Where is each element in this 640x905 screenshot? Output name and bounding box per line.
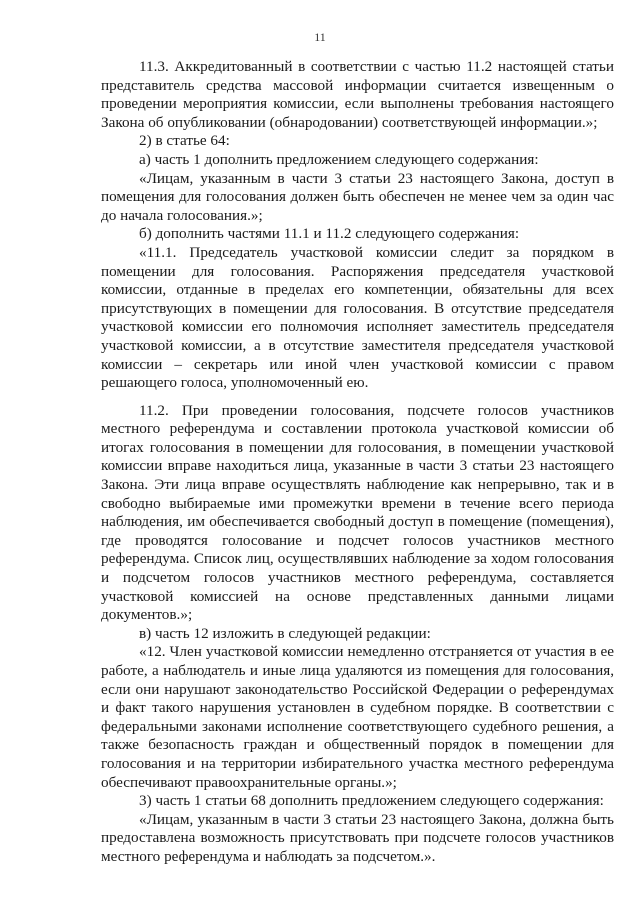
- paragraph-quote-count: «Лицам, указанным в части 3 статьи 23 настоящего Закона, должна быть предоставлена возможность присутствовать при подсчете голосов участников местного референдума и наблюдать за подсчетом.».: [101, 810, 614, 865]
- paragraph-article-68: 3) часть 1 статьи 68 дополнить предложением следующего содержания:: [139, 792, 604, 810]
- page-number: 11: [314, 30, 326, 44]
- paragraph-quote-access: «Лицам, указанным в части 3 статьи 23 настоящего Закона, доступ в помещения для голосования должен быть обеспечен не менее чем за один час до начала голосования.»;: [101, 169, 614, 224]
- paragraph-item-b: б) дополнить частями 11.1 и 11.2 следующего содержания:: [139, 225, 520, 243]
- paragraph-item-v: в) часть 12 изложить в следующей редакции:: [139, 624, 431, 642]
- paragraph-11-1: «11.1. Председатель участковой комиссии следит за порядком в помещении для голосования. Распоряжения председателя участковой комиссии, отданные в пределах его компетенции, обязательны для всех присутствующих в помещении для голосования. В отсутствие председателя участковой комиссии его полномочия исполняет заместитель председателя участковой комиссии, а в отсутствие заместителя председателя участковой комиссии – секретарь или иной член участковой комиссии с правом решающего голоса, уполномоченный ею.: [101, 243, 614, 392]
- paragraph-11-2: 11.2. При проведении голосования, подсчете голосов участников местного референдума и составлении протокола участковой комиссии об итогах голосования в помещении для голосования, в помещении участковой комиссии вправе находиться лица, указанные в части 3 статьи 23 настоящего Закона. Эти лица вправе осуществлять наблюдение как непрерывно, так и в свободно выбираемые ими промежутки времени в течение всего периода наблюдения, им обеспечивается свободный доступ в помещение (помещения), где проводятся голосование и подсчет голосов участников местного референдума. Список лиц, осуществлявших наблюдение за ходом голосования и подсчетом голосов участников местного референдума, составляется участковой комиссией на основе представленных данными лицами документов.»;: [101, 401, 614, 624]
- paragraph-11-3: 11.3. Аккредитованный в соответствии с частью 11.2 настоящей статьи представитель средства массовой информации считается извещенным о проведении мероприятия комиссии, если выполнены требования настоящего Закона об опубликовании (обнародовании) соответствующей информации.»;: [101, 58, 614, 131]
- paragraph-quote-12: «12. Член участковой комиссии немедленно отстраняется от участия в ее работе, а наблюдатель и иные лица удаляются из помещения для голосования, если они нарушают законодательство Российской Федерации о референдумах и факт такого нарушения установлен в судебном порядке. В соответствии с федеральными законами исполнение соответствующего судебного решения, а также безопасность граждан и общественный порядок в помещении для голосования и на территории избирательного участка местного референдума обеспечивают правоохранительные органы.»;: [101, 643, 614, 791]
- document-body: [101, 58, 614, 867]
- paragraph-item-a: а) часть 1 дополнить предложением следующего содержания:: [139, 150, 539, 168]
- paragraph-article-64: 2) в статье 64:: [139, 132, 230, 150]
